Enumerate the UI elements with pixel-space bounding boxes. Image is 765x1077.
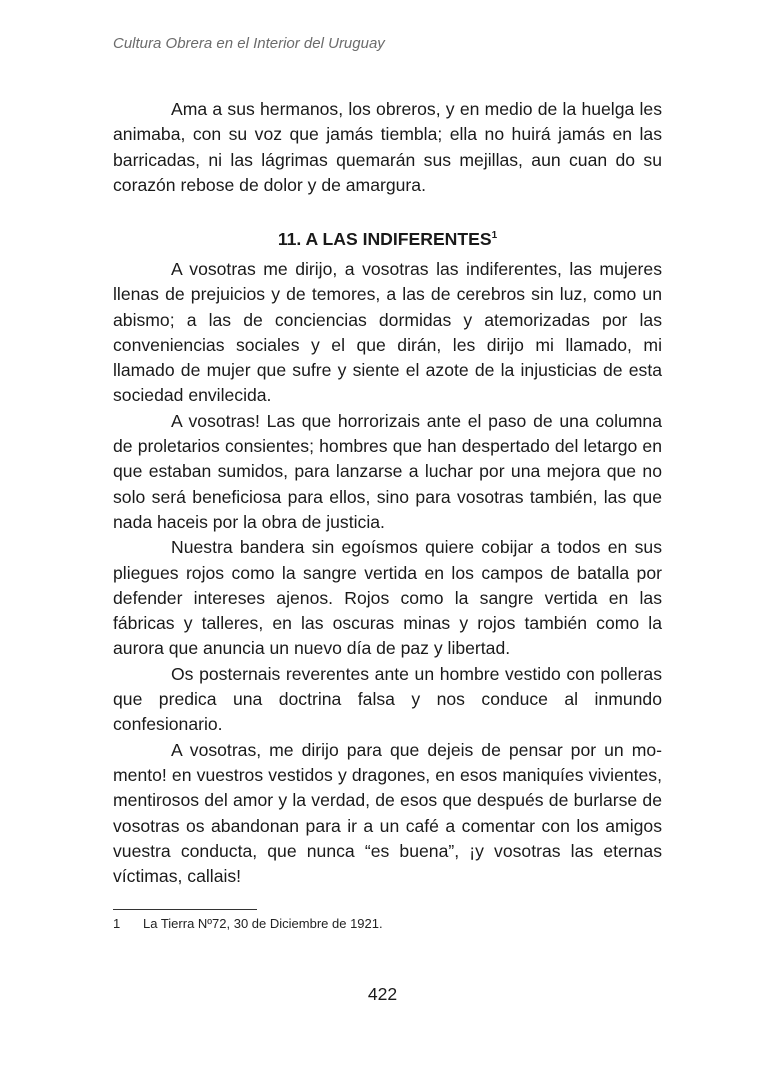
section-heading bbox=[113, 227, 662, 252]
footnote-text: La Tierra Nº72, 30 de Diciembre de 1921. bbox=[143, 916, 383, 931]
running-header: Cultura Obrera en el Interior del Uruguay bbox=[113, 35, 385, 52]
body-paragraph: A vosotras! Las que horrorizais ante el paso de una columna de proletarios consientes; hombres que han despertado del letargo en que estaban sumidos, para lanzarse a luchar por una mejora que no solo será beneficiosa para ellos, sino para vosotras también, las que nada haceis por la obra de justicia. bbox=[113, 410, 662, 532]
body-paragraph: Nuestra bandera sin egoísmos quiere cobijar a todos en sus pliegues rojos como la sangre vertida en los campos de batalla por defender intereses ajenos. Rojos como la sangre vertida en las fábricas y talleres, en las oscuras minas y rojos también como la aurora que anuncia un nuevo día de paz y libertad. bbox=[113, 537, 662, 659]
section-body bbox=[113, 257, 662, 889]
section-heading-text: 11. A LAS INDIFERENTES bbox=[277, 229, 492, 249]
footnote-reference: 1 bbox=[491, 230, 498, 242]
footnote-number: 1 bbox=[113, 916, 121, 931]
intro-paragraph: Ama a sus hermanos, los obreros, y en medio de la huelga les animaba, con su voz que jamás tiembla; ella no huirá jamás en las barricadas, ni las lágrimas quemarán sus mejillas, aun cuan do su corazón rebose de dolor y de amargura. bbox=[113, 99, 662, 195]
body-paragraph: Os posternais reverentes ante un hombre vestido con polleras que predica una doctrina falsa y nos conduce al inmundo confesionario. bbox=[113, 663, 662, 735]
footnote bbox=[113, 915, 383, 933]
footnote-divider bbox=[113, 909, 257, 910]
intro-text-block bbox=[113, 97, 662, 198]
body-paragraph: A vosotras, me dirijo para que dejeis de pensar por un momento! en vuestros vestidos y dragones, en esos maniquíes vivientes, mentirosos del amor y la verdad, de esos que después de burlarse de vosotras os abandonan para ir a un café a comentar con los amigos vuestra conducta, que nunca “es buena”, ¡y vosotras las eternas víctimas, callais! bbox=[113, 739, 662, 887]
body-paragraph: A vosotras me dirijo, a vosotras las indiferentes, las mujeres llenas de prejuicios y de temores, a las de cerebros sin luz, como un abismo; a las de conciencias dormidas y atemorizadas por las conveniencias sociales y el que dirán, les dirijo mi llamado, mi llamado de mujer que sufre y siente el azote de la injusticias de esta sociedad envilecida. bbox=[113, 259, 662, 406]
page-number: 422 bbox=[367, 984, 398, 1004]
